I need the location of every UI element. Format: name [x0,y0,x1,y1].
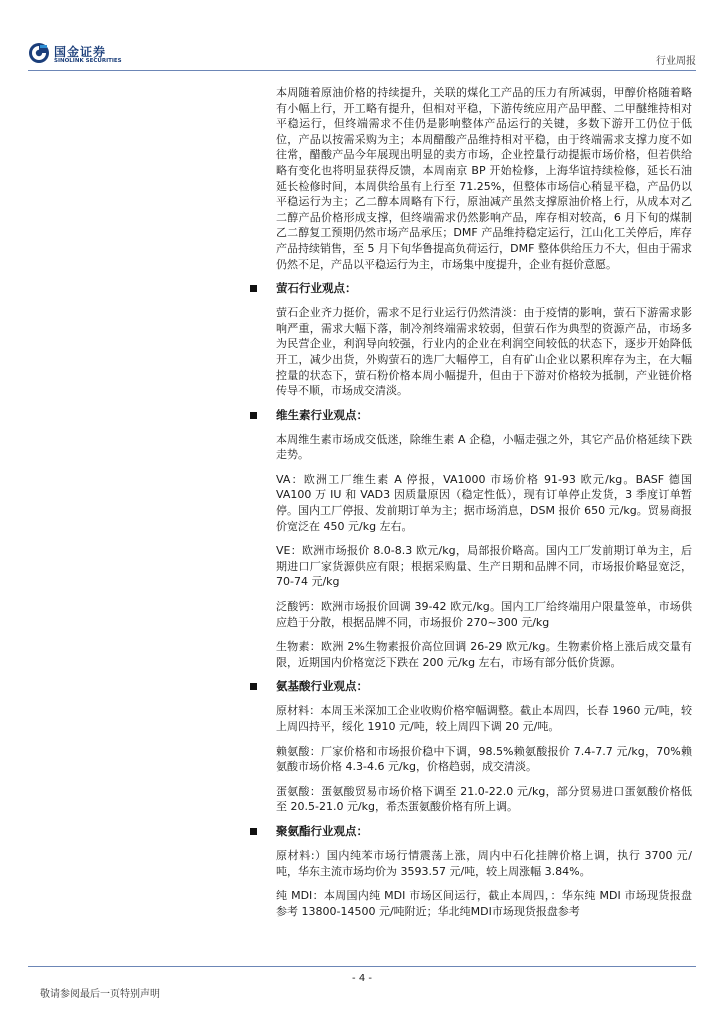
paragraph-methionine: 蛋氨酸：蛋氨酸贸易市场价格下调至 21.0-22.0 元/kg，部分贸易进口蛋氨酸价格低至 20.5-21.0 元/kg，希杰蛋氨酸价格有所上调。 [276,784,692,814]
logo-chinese-name: 国金证券 [54,45,107,59]
page-number: - 4 - [352,973,372,984]
section-heading-text: 萤石行业观点： [276,281,357,296]
paragraph-biotin: 生物素：欧洲 2%生物素报价高位回调 26-29 欧元/kg。生物素价格上涨后成交量有限，近期国内价格宽泛下跌在 200 元/kg 左右，市场有部分低价货源。 [276,640,692,669]
paragraph-chemicals-overview: 本周随着原油价格的持续提升，关联的煤化工产品的压力有所减弱，甲醇价格随着略有小幅上行，开工略有提升，但相对平稳，下游传统应用产品甲醛、二甲醚维持相对平稳运行，但终端需求不佳仍是影响整体产品运行的关键，多数下游开工仍位于低位，产品以按需采购为主；本周醋酸产品维持相对平稳，由于终端需求支撑力度不如往常，醋酸产品今年展现出明显的卖方市场，企业控量行动提振市场价格，但若供给略有变化也将明显获得反馈，本周南京 BP 开始检修，上海华谊持续检修，延长石油延长检修时间，本周供给虽有上行至 71.25%，但整体市场信心稍显平稳，产品仍以平稳运行为主；乙二醇本周略有下行，原油减产虽然支撑原油价格上行，从成本对乙二醇产品价格形成支撑，但终端需求仍然影响产品，库存相对较高，6 月下旬的煤制乙二醇复工预期仍然市场产品承压；DMF 产品维持稳定运行，江山化工关停后，库存产品持续销售，至 5 月下旬华鲁提高负荷运行，DMF 整体供给压力不大，但由于需求仍然不足，产品以平稳运行为主，市场集中度提升，企业有挺价意愿。 [276,86,692,271]
section-heading-text: 维生素行业观点： [276,407,368,422]
sinolink-logo-icon [28,42,50,64]
paragraph-vitamin-e: VE：欧洲市场报价 8.0-8.3 欧元/kg，局部报价略高。国内工厂发前期订单为主，后期进口厂家货源供应有限；根据采购量、生产日期和品牌不同，市场报价略显宽泛，70-74 元/kg [276,544,692,589]
square-bullet-icon [250,285,257,292]
paragraph-pu-raw-material: 原材料:）国内纯苯市场行情震荡上涨，周内中石化挂牌价格上调，执行 3700 元/吨，华东主流市场均价为 3593.57 元/吨，较上周涨幅 3.84%。 [276,848,692,878]
square-bullet-icon [250,683,257,690]
section-heading-polyurethane [276,824,692,839]
paragraph-fluorite: 萤石企业齐力挺价，需求不足行业运行仍然清淡：由于疫情的影响，萤石下游需求影响严重，需求大幅下落，制冷剂终端需求较弱，但萤石作为典型的资源产品，市场多为民营企业，利润导向较强，行业内的企业在利润空间较低的状态下，逐步开始降低开工，减少出货，外购萤石的选厂大幅停工，自有矿山企业以累积库存为主，在大幅控量的状态下，萤石粉价格本周小幅提升，但由于下游对价格较为抵制，产业链价格传导不顺，市场成交清淡。 [276,306,692,398]
square-bullet-icon [250,412,257,419]
logo-english-name: SINOLINK SECURITIES [54,58,122,64]
section-heading-text: 聚氨酯行业观点： [276,823,368,838]
paragraph-lysine: 赖氨酸：厂家价格和市场报价稳中下调，98.5%赖氨酸报价 7.4-7.7 元/kg，70%赖氨酸市场价格 4.3-4.6 元/kg，价格趋弱，成交清淡。 [276,744,692,774]
paragraph-calcium-pantothenate: 泛酸钙：欧洲市场报价回调 39-42 欧元/kg。国内工厂给终端用户限量签单，市场供应趋于分散，根据品牌不同，市场报价 270~300 元/kg [276,600,692,629]
footer-divider [28,966,696,967]
section-heading-fluorite [276,281,692,296]
page-header [0,0,724,70]
section-heading-vitamin [276,408,692,423]
header-divider [28,70,696,71]
square-bullet-icon [250,828,257,835]
section-heading-text: 氨基酸行业观点： [276,679,368,694]
main-content [276,85,692,928]
paragraph-pure-mdi: 纯 MDI：本周国内纯 MDI 市场区间运行，截止本周四，：华东纯 MDI 市场现货报盘参考 13800-14500 元/吨附近；华北纯MDI市场现货报盘参考 [276,889,692,918]
footer-disclaimer: 敬请参阅最后一页特别声明 [40,989,160,1000]
report-type-label: 行业周报 [656,56,696,67]
paragraph-vitamin-summary: 本周维生素市场成交低迷，除维生素 A 企稳，小幅走强之外，其它产品价格延续下跌走势。 [276,432,692,462]
paragraph-amino-raw-material: 原材料：本周玉米深加工企业收购价格窄幅调整。截止本周四，长春 1960 元/吨，较上周四持平，绥化 1910 元/吨，较上周四下调 20 元/吨。 [276,704,692,733]
section-heading-amino-acid [276,679,692,694]
sinolink-logo [28,42,138,70]
paragraph-vitamin-a: VA：欧洲工厂维生素 A 停报，VA1000 市场价格 91-93 欧元/kg。BASF 德国 VA100 万 IU 和 VAD3 因质量原因（稳定性低），现有订单停止发货，3 季度订单暂停。国内工厂停报、发前期订单为主；据市场消息，DSM 报价 650 元/kg。贸易商报价宽泛在 450 元/kg 左右。 [276,472,692,533]
